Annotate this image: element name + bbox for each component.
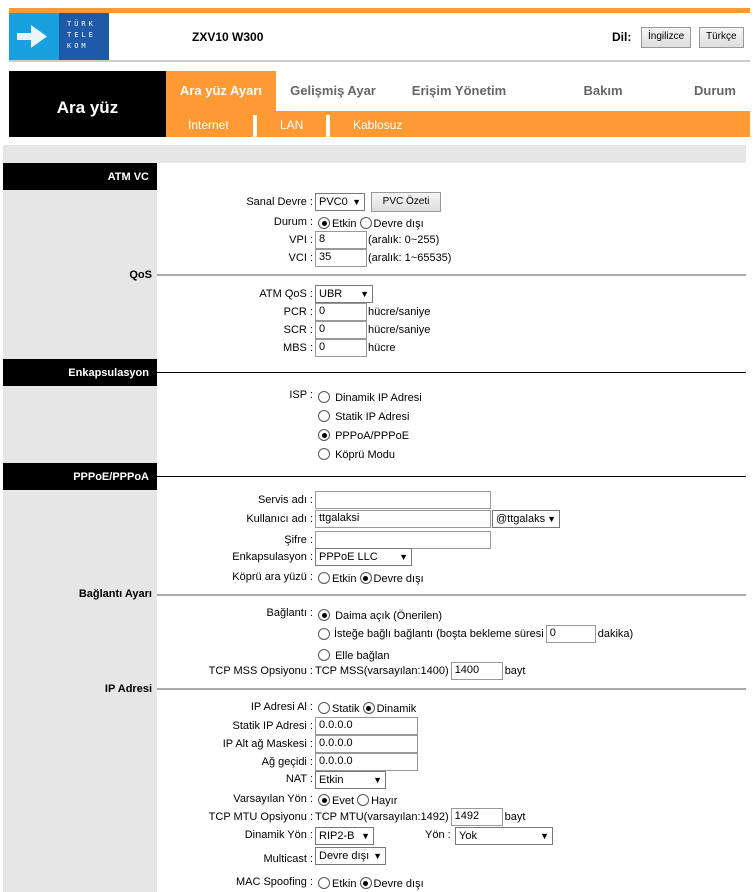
mtu-text: TCP MTU(varsayılan:1492) xyxy=(315,811,449,823)
turk-telekom-logo xyxy=(9,13,109,60)
bridge-disabled-label: Devre dışı xyxy=(373,573,424,585)
pcr-unit: hücre/saniye xyxy=(368,306,431,318)
isp-bridge-label: Köprü Modu xyxy=(335,449,395,461)
vpi-label: VPI : xyxy=(289,234,313,246)
mtu-unit: bayt xyxy=(504,811,526,823)
mss-text: TCP MSS(varsayılan:1400) xyxy=(315,665,449,677)
chevron-down-icon: ▼ xyxy=(547,514,556,524)
ip-static-radio[interactable] xyxy=(318,702,330,714)
tab-advanced[interactable]: Gelişmiş Ayar xyxy=(290,83,376,98)
mac-disabled-label: Devre dışı xyxy=(373,878,424,890)
service-label: Servis adı : xyxy=(257,494,313,506)
section-divider xyxy=(157,688,746,690)
manual-label: Elle bağlan xyxy=(335,650,390,662)
gateway-input[interactable]: 0.0.0.0 xyxy=(315,753,418,771)
vci-range: (aralık: 1~65535) xyxy=(368,252,452,264)
password-label: Şifre : xyxy=(284,534,313,546)
mac-enabled-label: Etkin xyxy=(332,878,357,890)
always-on-label: Daima açık (Önerilen) xyxy=(335,610,443,622)
chevron-down-icon: ▼ xyxy=(361,831,370,841)
multicast-label: Multicast : xyxy=(263,853,313,865)
username-input[interactable]: ttgalaksi xyxy=(315,510,491,528)
vci-label: VCI : xyxy=(288,252,313,264)
isp-pppoe-label: PPPoA/PPPoE xyxy=(335,430,410,442)
section-qos: QoS xyxy=(129,269,152,281)
chevron-down-icon: ▼ xyxy=(540,831,549,841)
subtab-lan[interactable]: LAN xyxy=(280,118,304,132)
subtab-divider xyxy=(326,115,330,139)
default-route-yes-radio[interactable] xyxy=(318,794,330,806)
status-disabled-radio[interactable] xyxy=(360,217,372,229)
service-input[interactable] xyxy=(315,491,491,509)
mbs-unit: hücre xyxy=(368,342,396,354)
english-button[interactable]: İngilizce xyxy=(641,27,691,48)
section-divider xyxy=(157,372,746,373)
chevron-down-icon: ▼ xyxy=(373,775,382,785)
static-ip-label: Statik IP Adresi : xyxy=(232,720,313,732)
tab-maintenance[interactable]: Bakım xyxy=(583,83,623,98)
isp-static-label: Statik IP Adresi xyxy=(335,411,410,423)
subnet-mask-label: IP Alt ağ Maskesi : xyxy=(222,738,313,750)
connection-label: Bağlantı : xyxy=(266,607,313,619)
turkish-button[interactable]: Türkçe xyxy=(699,27,744,48)
section-connection: Bağlantı Ayarı xyxy=(78,588,152,600)
static-ip-input[interactable]: 0.0.0.0 xyxy=(315,717,418,735)
chevron-down-icon: ▼ xyxy=(360,289,369,299)
tab-interface-settings[interactable]: Ara yüz Ayarı xyxy=(166,71,276,111)
section-atm-vc: ATM VC xyxy=(3,163,157,190)
isp-dynamic-radio[interactable] xyxy=(318,391,330,403)
status-disabled-label: Devre dışı xyxy=(373,218,424,230)
language-label: Dil: xyxy=(612,30,632,44)
encapsulation-select[interactable]: PPPoE LLC ▼ xyxy=(315,548,412,566)
on-demand-row xyxy=(318,624,633,644)
atm-qos-label: ATM QoS : xyxy=(259,288,313,300)
content-top-bar xyxy=(3,145,746,163)
section-pppoe: PPPoE/PPPoA xyxy=(3,463,157,490)
chevron-down-icon: ▼ xyxy=(352,197,361,207)
top-accent-bar xyxy=(9,8,750,13)
mtu-row xyxy=(315,807,525,827)
default-route-yes-label: Evet xyxy=(332,795,355,807)
mac-disabled-radio[interactable] xyxy=(360,877,372,889)
isp-label: ISP : xyxy=(289,389,313,401)
isp-static-radio[interactable] xyxy=(318,410,330,422)
chevron-down-icon: ▼ xyxy=(373,851,382,861)
dynamic-route-label: Dinamik Yön : xyxy=(244,829,313,841)
username-label: Kullanıcı adı : xyxy=(246,513,313,525)
chevron-down-icon: ▼ xyxy=(399,552,408,562)
arrow-logo-icon xyxy=(9,13,59,60)
logo-text: TÜRK TELE KOM xyxy=(59,13,109,60)
default-route-no-radio[interactable] xyxy=(357,794,369,806)
section-encapsulation: Enkapsulasyon xyxy=(3,359,157,386)
vc-select[interactable]: PVC0 ▼ xyxy=(315,193,365,211)
mac-enabled-radio[interactable] xyxy=(318,877,330,889)
on-demand-label: İsteğe bağlı bağlantı (boşta bekleme süresi xyxy=(334,628,544,640)
tab-status[interactable]: Durum xyxy=(694,83,736,98)
subtab-divider xyxy=(253,115,257,139)
bridge-enabled-radio[interactable] xyxy=(318,572,330,584)
bridge-disabled-radio[interactable] xyxy=(360,572,372,584)
subtab-wireless[interactable]: Kablosuz xyxy=(353,118,403,132)
pvc-summary-button[interactable]: PVC Özeti xyxy=(371,192,441,212)
password-input[interactable] xyxy=(315,531,491,549)
vc-label: Sanal Devre : xyxy=(246,196,313,208)
mbs-input[interactable]: 0 xyxy=(315,339,367,357)
isp-pppoe-radio[interactable] xyxy=(318,429,330,441)
multicast-select[interactable]: Devre dışı ▼ xyxy=(315,847,386,865)
vpi-range: (aralık: 0~255) xyxy=(368,234,440,246)
scr-input[interactable]: 0 xyxy=(315,321,367,339)
mss-row xyxy=(315,661,525,681)
vpi-input[interactable]: 8 xyxy=(315,231,367,249)
tab-access-management[interactable]: Erişim Yönetim xyxy=(411,83,507,98)
manual-radio[interactable] xyxy=(318,649,330,661)
mss-input[interactable]: 1400 xyxy=(451,662,503,680)
idle-unit: dakika) xyxy=(597,628,634,640)
status-enabled-label: Etkin xyxy=(332,218,357,230)
isp-dynamic-label: Dinamik IP Adresi xyxy=(335,392,422,404)
scr-label: SCR : xyxy=(283,324,313,336)
idle-time-input[interactable]: 0 xyxy=(546,625,596,643)
vci-input[interactable]: 35 xyxy=(315,249,367,267)
subtab-internet[interactable]: İnternet xyxy=(188,118,229,132)
ip-static-label: Statik xyxy=(332,703,360,715)
ip-get-label: IP Adresi Al : xyxy=(250,701,313,713)
status-enabled-radio[interactable] xyxy=(318,217,330,229)
status-label: Durum : xyxy=(273,216,313,228)
scr-unit: hücre/saniye xyxy=(368,324,431,336)
ip-dynamic-radio[interactable] xyxy=(363,702,375,714)
atm-qos-select[interactable]: UBR ▼ xyxy=(315,285,373,303)
direction-label: Yön : xyxy=(425,829,451,841)
section-divider xyxy=(157,594,746,596)
pcr-input[interactable]: 0 xyxy=(315,303,367,321)
model-title: ZXV10 W300 xyxy=(192,30,264,44)
bridge-interface-label: Köprü ara yüzü : xyxy=(232,571,313,583)
header-divider xyxy=(9,60,750,62)
section-title: Ara yüz xyxy=(9,71,166,137)
mac-spoofing-label: MAC Spoofing : xyxy=(235,876,313,888)
mtu-label: TCP MTU Opsiyonu : xyxy=(208,811,313,823)
nat-select[interactable]: Etkin ▼ xyxy=(315,771,386,789)
pcr-label: PCR : xyxy=(283,306,313,318)
subnet-mask-input[interactable]: 0.0.0.0 xyxy=(315,735,418,753)
nat-label: NAT : xyxy=(285,773,313,785)
on-demand-radio[interactable] xyxy=(318,628,330,640)
mss-label: TCP MSS Opsiyonu : xyxy=(208,665,313,677)
isp-bridge-radio[interactable] xyxy=(318,448,330,460)
dynamic-route-select[interactable]: RIP2-B ▼ xyxy=(315,827,374,845)
always-on-radio[interactable] xyxy=(318,609,330,621)
mtu-input[interactable]: 1492 xyxy=(451,808,503,826)
bridge-enabled-label: Etkin xyxy=(332,573,357,585)
default-route-no-label: Hayır xyxy=(371,795,398,807)
mss-unit: bayt xyxy=(504,665,526,677)
domain-select[interactable]: @ttgalaks ▼ xyxy=(492,510,560,528)
encapsulation-label: Enkapsulasyon : xyxy=(232,551,313,563)
section-divider xyxy=(157,476,746,477)
mbs-label: MBS : xyxy=(283,342,313,354)
default-route-label: Varsayılan Yön : xyxy=(233,793,313,805)
ip-dynamic-label: Dinamik xyxy=(376,703,417,715)
section-divider xyxy=(157,274,746,276)
section-ip: IP Adresi xyxy=(104,683,152,695)
direction-select[interactable]: Yok ▼ xyxy=(455,827,553,845)
gateway-label: Ağ geçidi : xyxy=(261,756,313,768)
